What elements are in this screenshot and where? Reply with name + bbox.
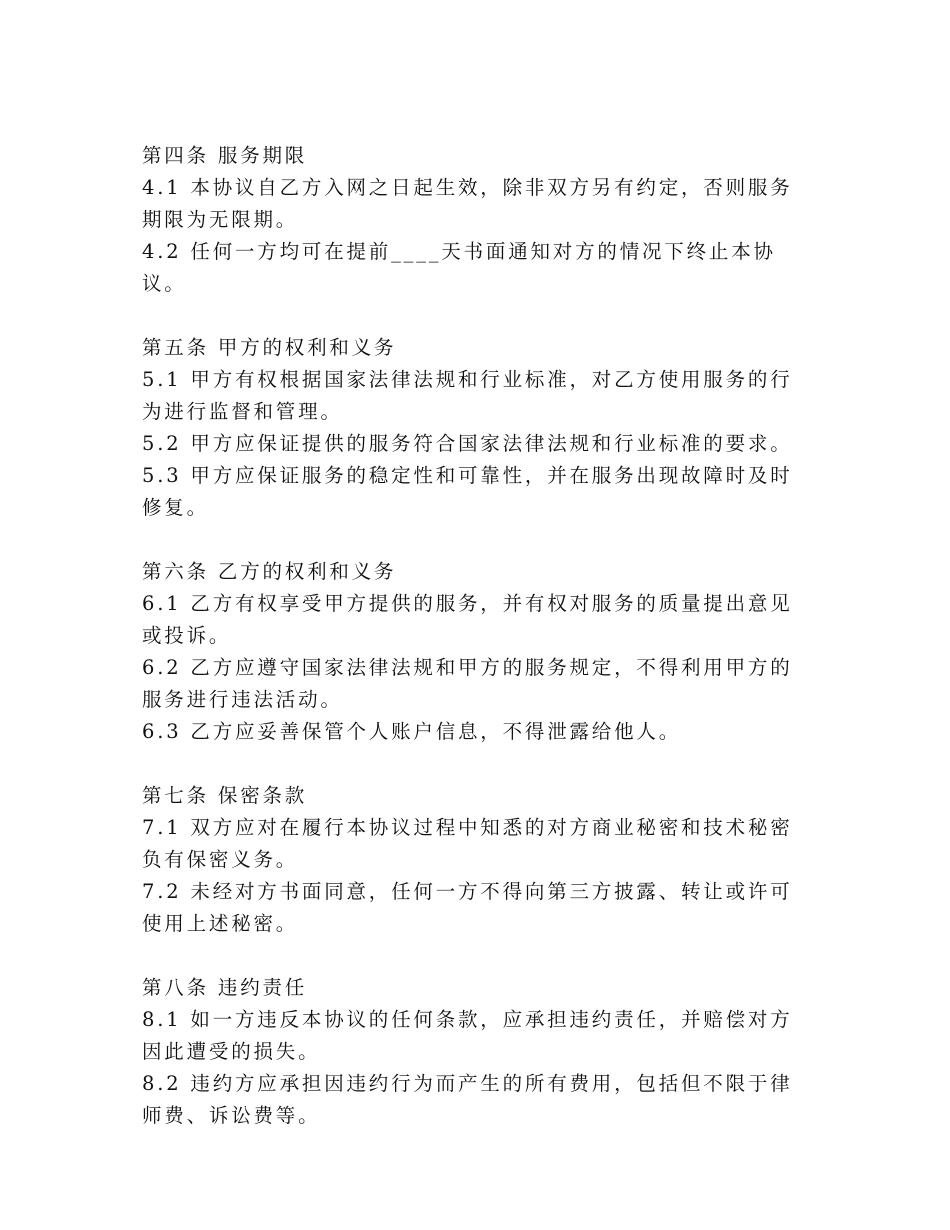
clause-4-2: 4.2 任何一方均可在提前____天书面通知对方的情况下终止本协议。 (142, 240, 776, 295)
section-article-7 (142, 780, 802, 940)
section-article-5 (142, 332, 802, 524)
clause-5-2: 5.2 甲方应保证提供的服务符合国家法律法规和行业标准的要求。 (142, 432, 793, 455)
clause-6-2: 6.2 乙方应遵守国家法律法规和甲方的服务规定，不得利用甲方的服务进行违法活动。 (142, 656, 793, 711)
section-heading: 第四条 服务期限 (142, 144, 308, 167)
section-article-4 (142, 140, 802, 300)
section-article-8 (142, 972, 802, 1132)
section-heading: 第八条 违约责任 (142, 976, 308, 999)
clause-6-1: 6.1 乙方有权享受甲方提供的服务，并有权对服务的质量提出意见或投诉。 (142, 592, 793, 647)
section-article-6 (142, 556, 802, 748)
clause-7-2: 7.2 未经对方书面同意，任何一方不得向第三方披露、转让或许可使用上述秘密。 (142, 880, 793, 935)
clause-5-3: 5.3 甲方应保证服务的稳定性和可靠性，并在服务出现故障时及时修复。 (142, 464, 793, 519)
clause-6-3: 6.3 乙方应妥善保管个人账户信息，不得泄露给他人。 (142, 720, 682, 743)
section-heading: 第五条 甲方的权利和义务 (142, 336, 397, 359)
document-page (142, 140, 802, 1132)
section-heading: 第六条 乙方的权利和义务 (142, 560, 397, 583)
clause-4-1: 4.1 本协议自乙方入网之日起生效，除非双方另有约定，否则服务期限为无限期。 (142, 176, 793, 231)
clause-5-1: 5.1 甲方有权根据国家法律法规和行业标准，对乙方使用服务的行为进行监督和管理。 (142, 368, 793, 423)
clause-7-1: 7.1 双方应对在履行本协议过程中知悉的对方商业秘密和技术秘密负有保密义务。 (142, 816, 793, 871)
clause-8-1: 8.1 如一方违反本协议的任何条款，应承担违约责任，并赔偿对方因此遭受的损失。 (142, 1008, 793, 1063)
clause-8-2: 8.2 违约方应承担因违约行为而产生的所有费用，包括但不限于律师费、诉讼费等。 (142, 1072, 793, 1127)
section-heading: 第七条 保密条款 (142, 784, 308, 807)
